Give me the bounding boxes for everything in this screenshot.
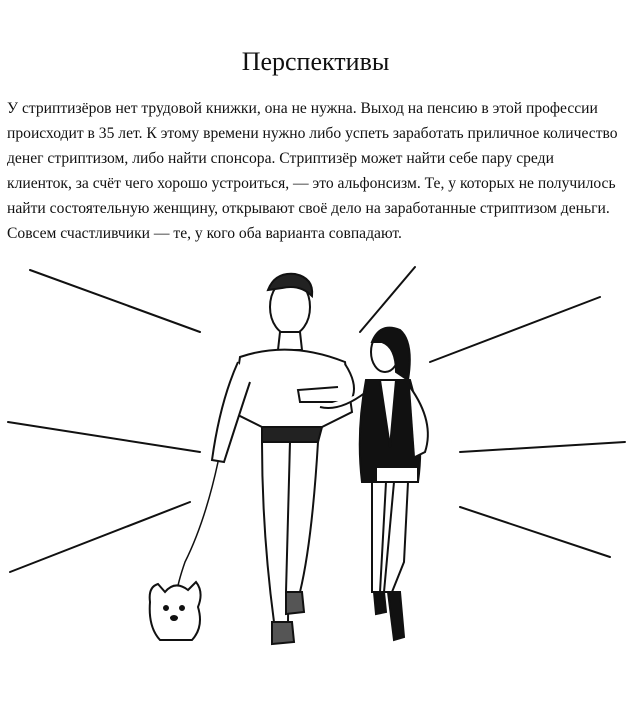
ray-line	[360, 267, 415, 332]
dog-figure	[150, 582, 201, 640]
ray-line	[8, 422, 200, 452]
ray-line	[30, 270, 200, 332]
ray-line	[430, 297, 600, 362]
couple-walking-dog-illustration	[0, 262, 631, 708]
man-figure	[212, 274, 354, 644]
leash-line	[176, 462, 218, 596]
ray-line	[460, 507, 610, 557]
ray-line	[10, 502, 190, 572]
page-title: Перспективы	[241, 47, 390, 77]
article-paragraph: У стриптизёров нет трудовой книжки, она не нужна. Выход на пенсию в этой профессии происходит в 35 лет. К этому времени нужно либо успеть заработать приличное количество денег стриптизом, либо найти спонсора. Стриптизёр может найти себе пару среди клиенток, за счёт чего хорошо устроиться, — это альфонсизм. Те, у которых не получилось найти состоятельную женщину, открывают своё дело на заработанные стриптизом деньги. Совсем счастливчики — те, у кого оба варианта совпадают.	[7, 99, 618, 242]
ray-line	[460, 442, 625, 452]
